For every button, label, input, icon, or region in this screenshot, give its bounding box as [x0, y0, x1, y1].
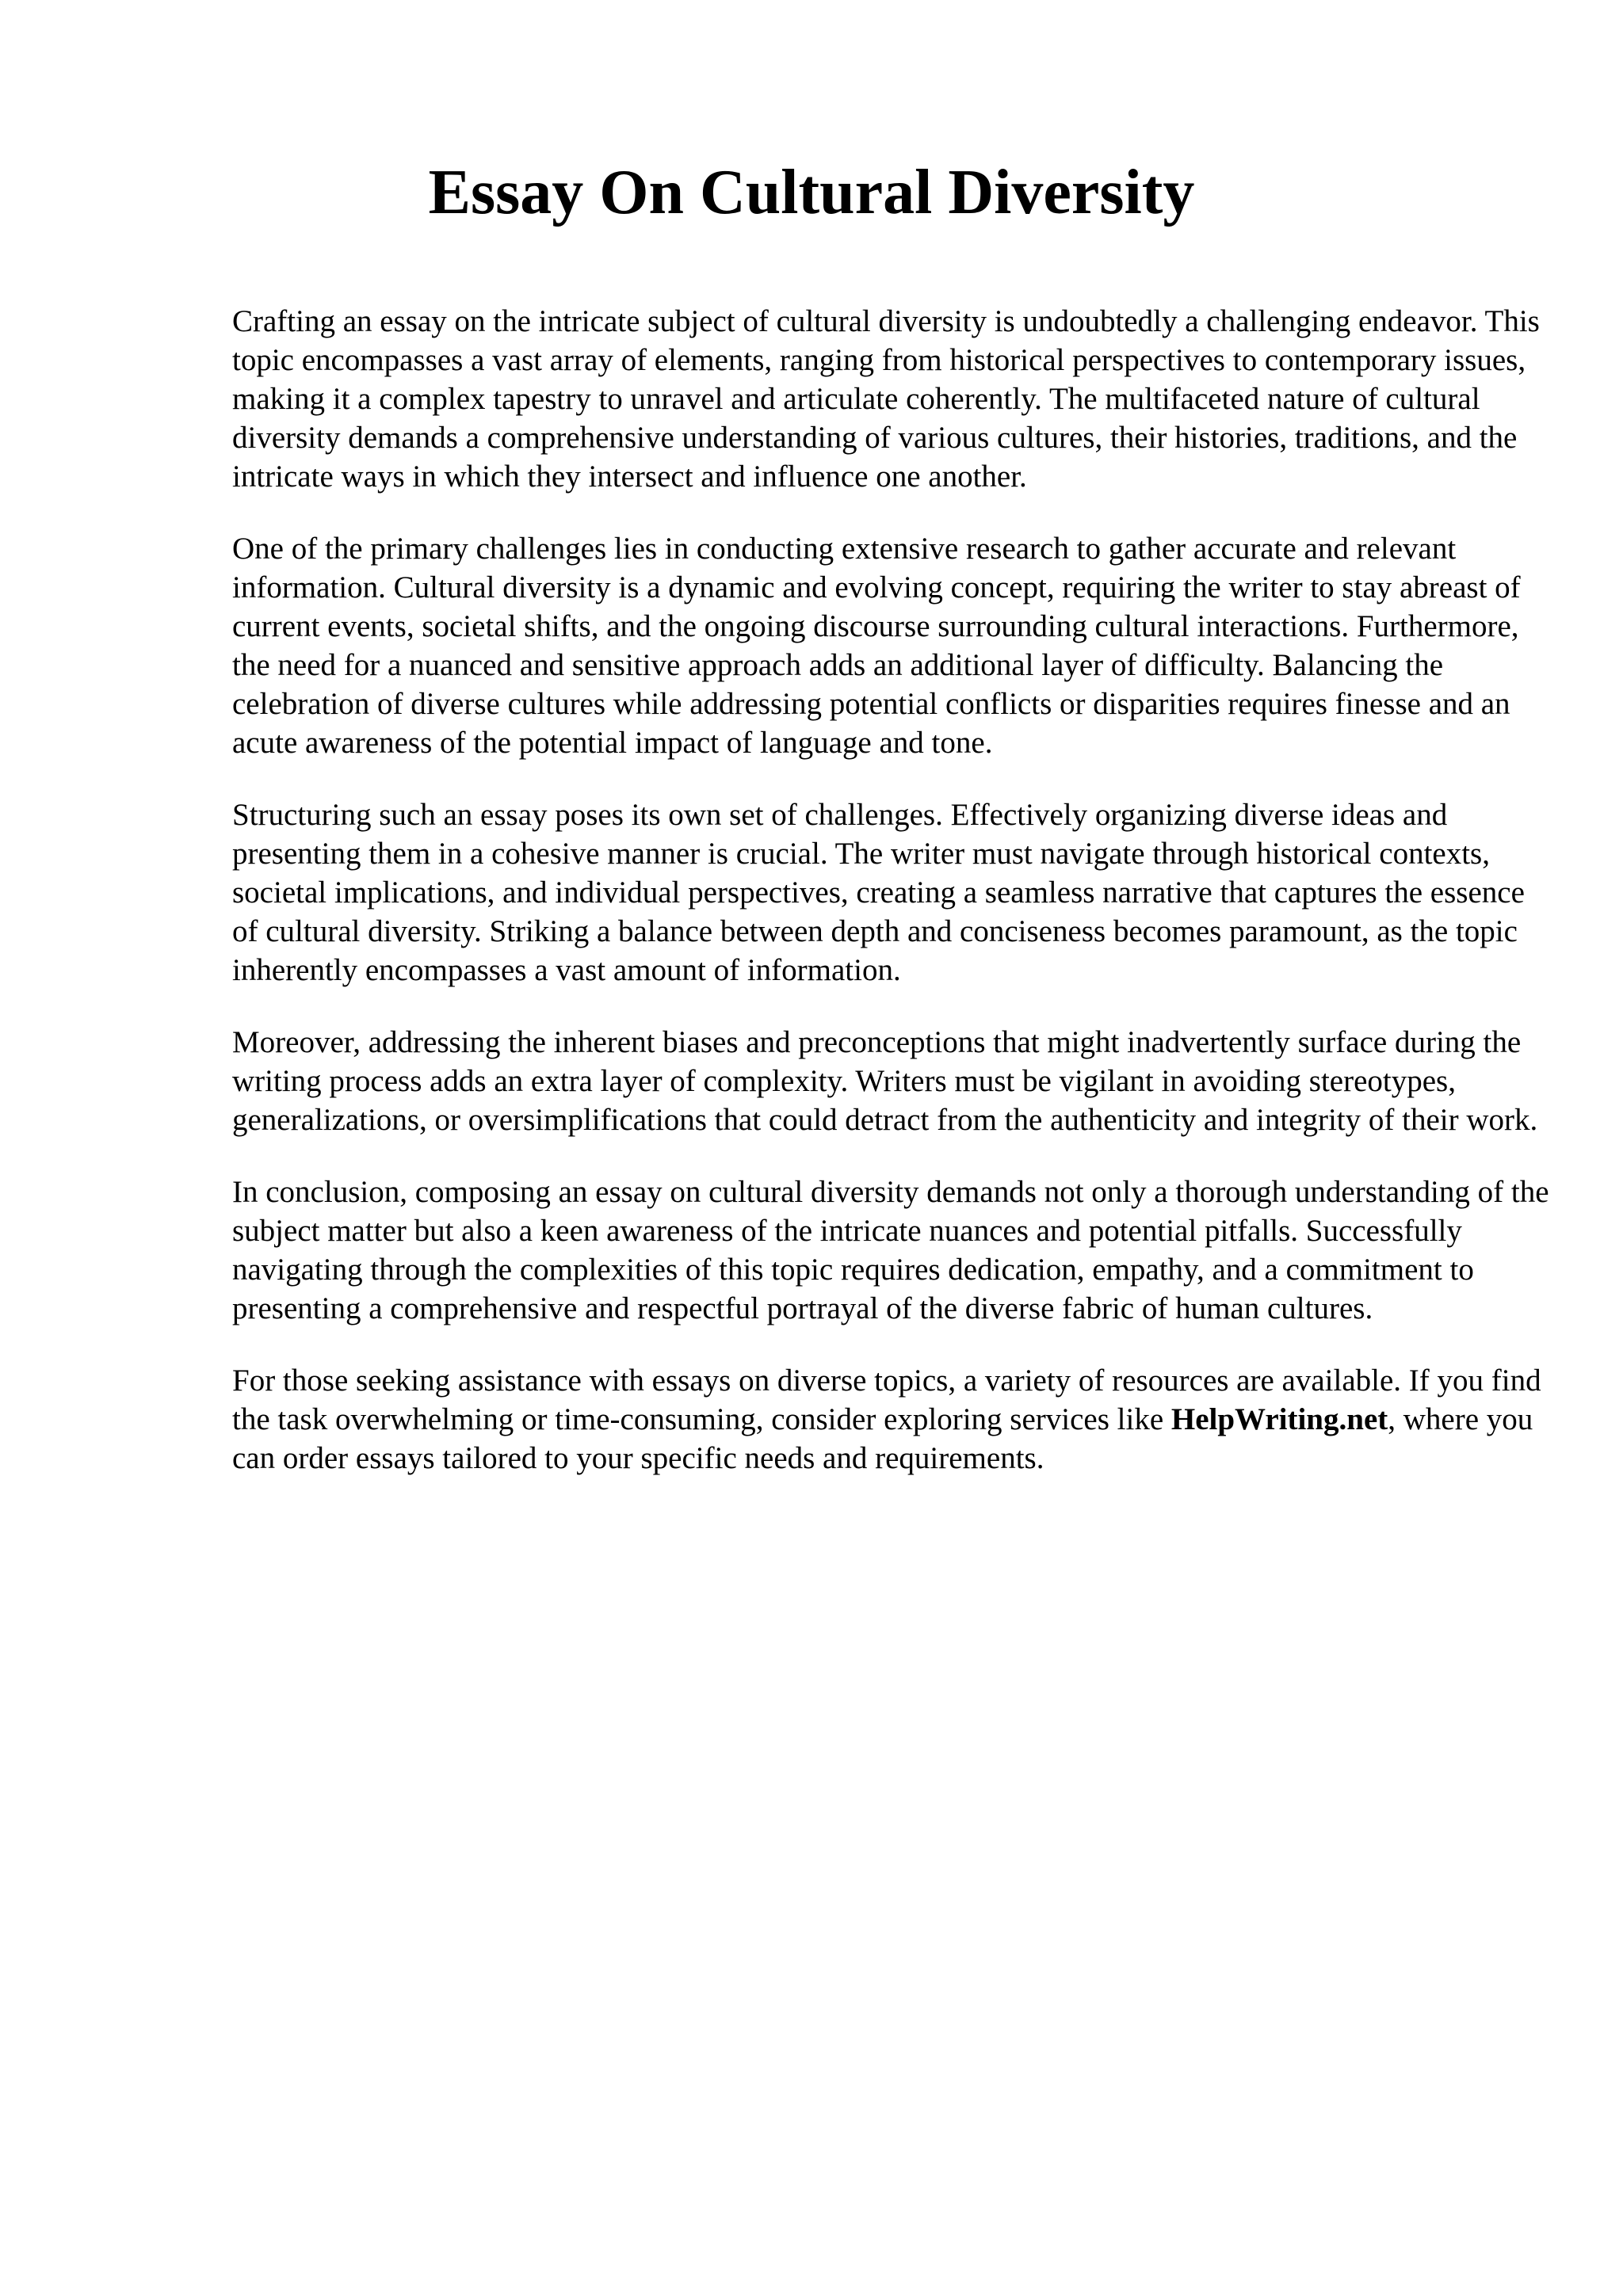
- document-title: Essay On Cultural Diversity: [428, 158, 1195, 227]
- paragraph-2: One of the primary challenges lies in conducting extensive research to gather accurate and relevant information. Cultural diversity is a dynamic and evolving concept, requiring the writer to stay abreast of current events, societal shifts, and the ongoing discourse surrounding cultural interactions. Furthermore, the need for a nuanced and sensitive approach adds an additional layer of difficulty. Balancing the celebration of diverse cultures while addressing potential conflicts or disparities requires finesse and an acute awareness of the potential impact of language and tone.: [232, 532, 1521, 760]
- helpwriting-link[interactable]: HelpWriting.net: [1170, 1402, 1388, 1436]
- paragraph-4: Moreover, addressing the inherent biases and preconceptions that might inadvertently surface during the writing process adds an extra layer of complexity. Writers must be vigilant in avoiding stereotypes, generalizations, or oversimplifications that could detract from the authenticity and integrity of their work.: [232, 1025, 1538, 1137]
- paragraph-3: Structuring such an essay poses its own set of challenges. Effectively organizing diverse ideas and presenting them in a cohesive manner is crucial. The writer must navigate through historical contexts, societal implications, and individual perspectives, creating a seamless narrative that captures the essence of cultural diversity. Striking a balance between depth and conciseness becomes paramount, as the topic inherently encompasses a vast amount of information.: [232, 798, 1525, 987]
- paragraph-1: Crafting an essay on the intricate subject of cultural diversity is undoubtedly a challenging endeavor. This topic encompasses a vast array of elements, ranging from historical perspectives to contemporary issues, making it a complex tapestry to unravel and articulate coherently. The multifaceted nature of cultural diversity demands a comprehensive understanding of various cultures, their histories, traditions, and the intricate ways in which they intersect and influence one another.: [232, 304, 1540, 494]
- closing-intro-text: For those seeking assistance with essays on diverse topics, a variety of resources are available. If you find the task overwhelming or time-consuming, consider exploring services like: [232, 1363, 1541, 1436]
- closing-paragraph: [232, 1361, 1557, 1478]
- paragraph-5: In conclusion, composing an essay on cultural diversity demands not only a thorough understanding of the subject matter but also a keen awareness of the intricate nuances and potential pitfalls. Successfully navigating through the complexities of this topic requires dedication, empathy, and a commitment to presenting a comprehensive and respectful portrayal of the diverse fabric of human cultures.: [232, 1175, 1549, 1325]
- closing-outro-text: , where you can order essays tailored to your specific needs and requirements.: [232, 1402, 1533, 1475]
- document-body: [232, 302, 1557, 1478]
